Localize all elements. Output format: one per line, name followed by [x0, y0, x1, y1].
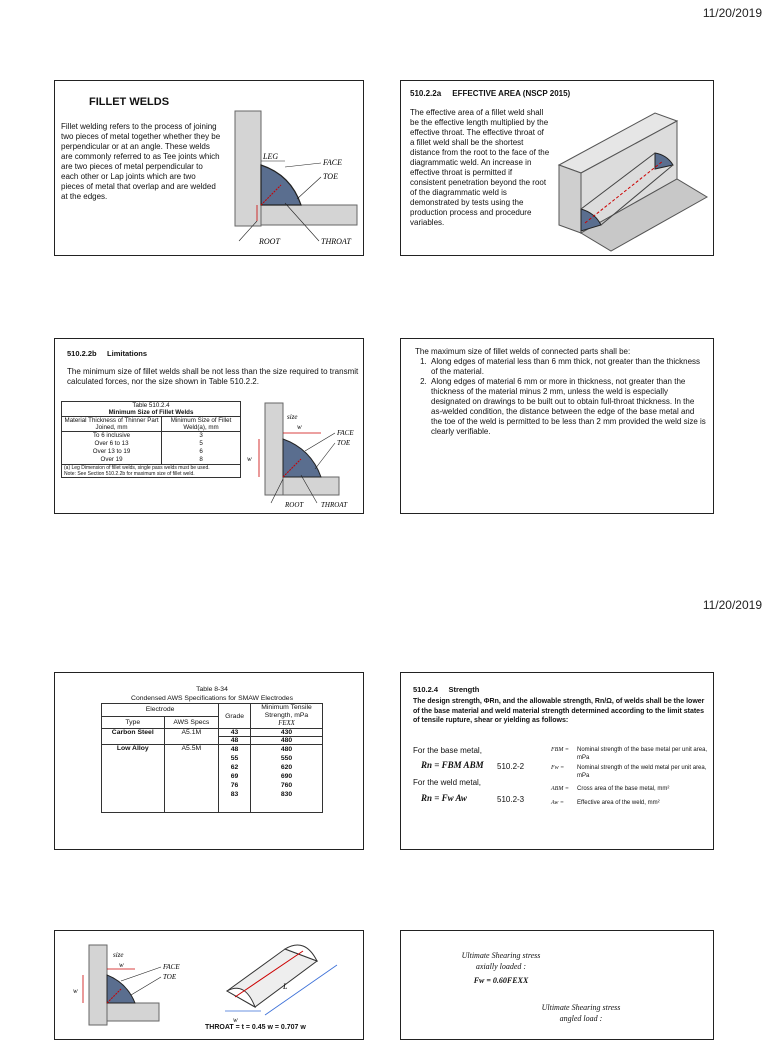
slide-title: FILLET WELDS: [89, 96, 170, 108]
def-text: Nominal strength of the weld metal per unit area, mPa: [577, 765, 707, 779]
table-cell: 620: [280, 764, 293, 771]
throat-diagrams: [55, 931, 365, 1025]
page-date-top: 11/20/2019: [702, 6, 762, 20]
table-cell: Over 13 to 19: [92, 448, 131, 455]
label-toe: TOE: [163, 973, 177, 981]
equation-number: 510.2-2: [497, 762, 525, 771]
table-cell: 69: [230, 773, 239, 780]
slide-title: 510.2.4 Strength: [413, 685, 480, 694]
fillet-weld-diagram: [221, 99, 363, 255]
table-cell: 62: [230, 764, 239, 771]
label-throat: THROAT: [321, 237, 351, 246]
slide-strength: [400, 672, 714, 850]
label-size: size: [287, 413, 298, 421]
shear-angled-subtitle: angled load :: [559, 1014, 603, 1023]
table-cell: 43: [219, 729, 251, 737]
table-cell: Over 19: [100, 456, 123, 463]
label-l: L: [283, 982, 288, 991]
def-symbol: ABM =: [551, 786, 569, 792]
definitions: [551, 747, 711, 807]
min-fillet-size-table: [61, 401, 241, 478]
table-cell: To 6 inclusive: [92, 432, 131, 439]
def-symbol: FBM =: [551, 747, 569, 753]
label-face: FACE: [163, 963, 180, 971]
page-date-bottom: 11/20/2019: [702, 598, 762, 612]
table-header-spec: AWS Specs: [164, 716, 219, 729]
table-cell: 5: [199, 440, 203, 447]
def-text: Nominal strength of the base metal per unit area, mPa: [577, 747, 708, 761]
slide-shearing-stress: [400, 930, 714, 1040]
label-face: FACE: [337, 429, 354, 437]
table-cell: 8: [199, 456, 203, 463]
table-cell: 430: [251, 729, 323, 737]
aws-electrode-table: [101, 685, 323, 813]
max-size-list: [407, 357, 707, 437]
throat-formula: THROAT = t = 0.45 w = 0.707 w: [205, 1024, 306, 1031]
table-header-tensile: Minimum Tensile Strength, mPa: [261, 704, 312, 719]
table-cell: 480: [280, 746, 293, 753]
table-header-grade: Grade: [219, 704, 251, 729]
table-caption-1: Table 510.2.4: [132, 402, 170, 409]
slide-fillet-welds: [54, 80, 364, 256]
slide-max-size: [400, 338, 714, 514]
label-face: FACE: [323, 158, 342, 167]
table-cell: 830: [280, 791, 293, 798]
table-cell: 760: [280, 782, 293, 789]
table-cell: 83: [230, 791, 239, 798]
equation-weld-metal: Rn = Fw Aw: [421, 793, 467, 803]
def-text: Effective area of the weld, mm²: [577, 799, 660, 806]
slide-body: Fillet welding refers to the process of joining two pieces of metal together whether they be perpendicular or at an angle. These welds are commonly referred to as Tee joints which are two pieces of metal perpendicular to each other or Lap joints which are two pieces of metal that overlap and are welded at the edges.: [61, 122, 221, 201]
table-header-thickness: Material Thickness of Thinner Part Joined, mm: [62, 417, 162, 432]
slide-body: The minimum size of fillet welds shall be not less than the size required to transmit calculated forces, nor the size shown in Table 510.2.2.: [67, 367, 359, 386]
table-cell: 480: [251, 737, 323, 745]
slide-intro: The maximum size of fillet welds of connected parts shall be:: [415, 347, 631, 356]
weld-metal-label: For the weld metal,: [413, 778, 482, 787]
list-item: 1. Along edges of material less than 6 mm thick, not greater than the thickness of the material.: [429, 357, 707, 377]
label-size: size: [113, 951, 124, 959]
table-cell: A5.1M: [164, 729, 219, 745]
def-symbol: Aw =: [551, 799, 564, 806]
table-cell: A5.5M: [164, 745, 219, 813]
label-w-side: w: [247, 455, 252, 463]
label-w-bottom: w: [233, 1016, 238, 1024]
slide-body: The effective area of a fillet weld shall be the effective length multiplied by the effective throat. The effective throat of a fillet weld shall be the shortest distance from the root to the face of the diagrammatic weld. An increase in effective throat is permitted if consistent penetration beyond the root of the diagrammatic weld is demonstrated by tests using the production process and procedure variables.: [410, 108, 550, 227]
def-symbol: Fw =: [551, 765, 565, 771]
table-header-type: Type: [102, 716, 165, 729]
slide-effective-area: [400, 80, 714, 256]
table-cell: 3: [199, 432, 203, 439]
label-toe: TOE: [337, 439, 351, 447]
table-cell: 48: [230, 746, 239, 753]
shear-axial-title: Ultimate Shearing stress: [461, 951, 541, 960]
table-cell: Over 6 to 13: [94, 440, 129, 447]
table-header-electrode: Electrode: [102, 704, 219, 717]
slide-title: 510.2.2a EFFECTIVE AREA (NSCP 2015): [410, 89, 571, 98]
label-w-top: w: [297, 423, 302, 431]
list-item: 2. Along edges of material 6 mm or more in thickness, not greater than the thickness of the material minus 2 mm, unless the weld is especially designated on drawings to be built out to obtain full-throat thickness. In the as-welded condition, the distance between the edge of the base metal and the toe of the weld is permitted to be less than 2 mm provided the weld size is clearly verifiable.: [429, 377, 707, 437]
slide-body: The design strength, ΦRn, and the allowable strength, Rn/Ω, of welds shall be the lower of the base material and weld material strength determined according to the limit states of tensile rupture, shear or yielding as follows:: [413, 698, 705, 724]
table-cell: 55: [230, 755, 239, 762]
table-cell: 48: [219, 737, 251, 745]
table-cell: Low Alloy: [102, 745, 165, 813]
weld-3d-diagram: [555, 105, 713, 245]
slide-limitations: [54, 338, 364, 514]
shear-axial-subtitle: axially loaded :: [475, 962, 527, 971]
label-root: ROOT: [285, 501, 304, 509]
table-caption-2: Condensed AWS Specifications for SMAW Electrodes: [131, 695, 293, 702]
table-note: Note: See Section 510.2.2b for maximum size of fillet weld.: [64, 471, 195, 477]
table-cell: 76: [230, 782, 239, 789]
label-root: ROOT: [259, 237, 280, 246]
label-toe: TOE: [323, 172, 338, 181]
table-caption-2: Minimum Size of Fillet Welds: [108, 409, 194, 416]
label-leg: LEG: [263, 152, 279, 161]
slide-throat-diagram: [54, 930, 364, 1040]
shear-axial-equation: Fw = 0.60FEXX: [473, 976, 529, 985]
base-metal-label: For the base metal,: [413, 746, 482, 755]
table-cell: 550: [280, 755, 293, 762]
equation-number: 510.2-3: [497, 795, 525, 804]
table-cell: Carbon Steel: [102, 729, 165, 745]
table-header-size: Minimum Size of Fillet Weld(a), mm: [162, 417, 241, 432]
table-note: (a) Leg Dimension of fillet welds, single pass welds must be used.: [64, 465, 210, 471]
slide-aws-table: [54, 672, 364, 850]
equation-base-metal: Rn = FBM ABM: [421, 760, 484, 770]
slide-title: 510.2.2b Limitations: [67, 349, 148, 358]
shear-angled-title: Ultimate Shearing stress: [541, 1003, 621, 1012]
table-caption-1: Table 8-34: [196, 686, 228, 693]
table-cell: 6: [199, 448, 203, 455]
fillet-size-diagram: [245, 399, 363, 511]
table-cell: 690: [280, 773, 293, 780]
table-header-fexx: FEXX: [278, 720, 295, 727]
label-throat: THROAT: [321, 501, 348, 509]
label-w-top: w: [119, 961, 124, 969]
def-text: Cross area of the base metal, mm²: [577, 786, 670, 792]
label-w-side: w: [73, 987, 78, 995]
